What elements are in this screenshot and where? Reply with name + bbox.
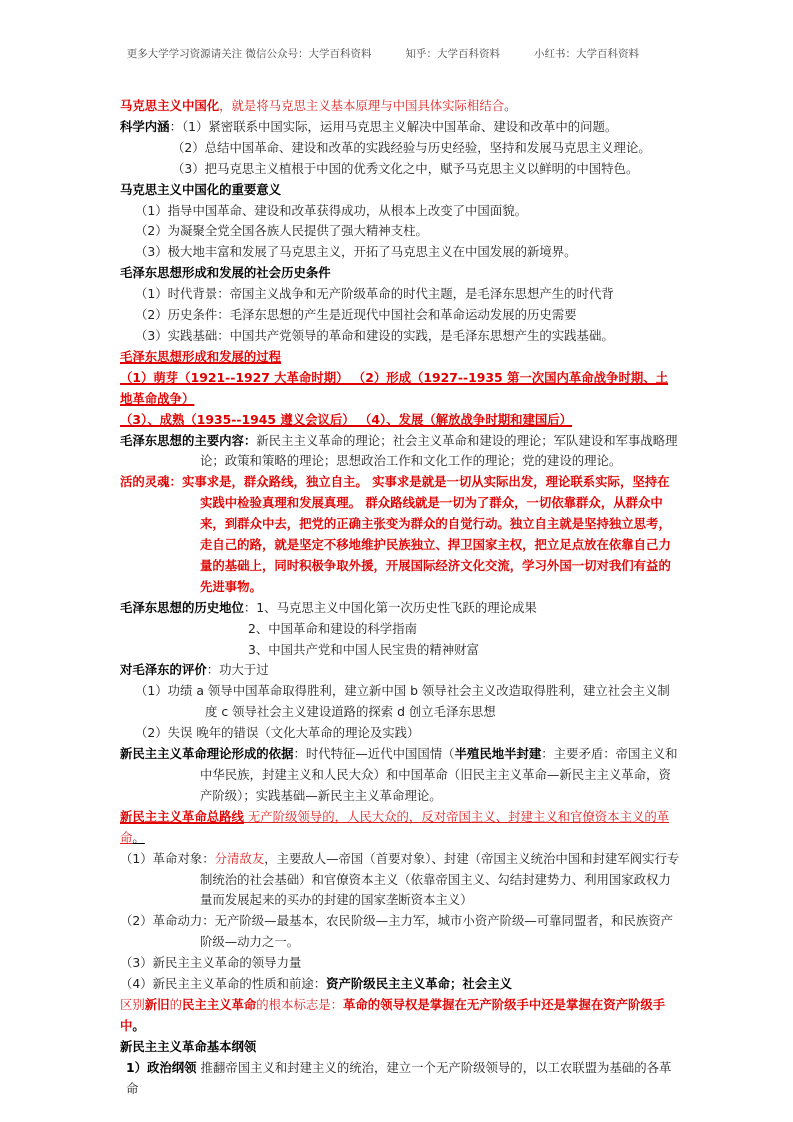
paragraph [120,974,680,995]
paragraph [120,96,680,117]
text-run: （2）失误 晚年的错误（文化大革命的理论及实践） [135,725,420,741]
paragraph [120,849,680,912]
text-run: 对毛泽东的评价 [120,662,207,678]
text-run: 新民主主义革命的理论；社会主义革命和建设的理论；军队建设和军事战略理论；政策和策略的理论；思想政治工作和文化工作的理论；党的建设的理论。 [200,432,678,469]
text-run: （2）历史条件：毛泽东思想的产生是近现代中国社会和革命运动发展的历史需要 [135,307,577,323]
text-run: （3）实践基础：中国共产党领导的革命和建设的实践，是毛泽东思想产生的实践基础。 [135,327,614,343]
paragraph [120,619,680,640]
text-run: 半殖民地半封建 [454,746,542,762]
text-run: 1）政治纲领 [126,1059,197,1075]
paragraph [120,723,680,744]
text-run: （3）新民主主义革命的领导力量 [120,955,302,971]
text-run: （4）新民主主义革命的性质和前途： [120,976,327,992]
text-run: 民主主义革命 [181,996,257,1012]
header-zhihu: 知乎：大学百科资料 [405,48,501,60]
text-run: 毛泽东思想形成和发展的社会历史条件 [120,265,331,281]
text-run: （1）革命对象： [120,850,215,866]
paragraph [120,472,680,597]
text-run: 毛泽东思想的历史地位 [120,599,244,615]
text-run: 资产阶级民主主义革命；社会主义 [326,976,512,992]
text-run: 的根本标志是： [256,996,344,1012]
text-run: （2）革命动力：无产阶级—最基本，农民阶级—主力军，城市小资产阶级—可靠同盟者，和民族资产阶级—动力之一。 [120,913,674,950]
paragraph [120,1037,680,1058]
text-run: 革命的领导权是掌握在无产阶级手中还是掌握在资产阶级手中 [120,996,666,1033]
text-run: ，就是将马克思主义基本原理与中国具体实际相结合 [219,98,505,113]
text-run: ：主要矛盾：帝国主义和中华民族，封建主义和人民大众）和中国革命（旧民主主义革命—新民主主义革命，资产阶级）；实践基础—新民主主义革命理论。 [200,746,678,803]
paragraph [120,640,680,661]
text-run: 无产阶级领导的，人民大众的，反对帝国主义、封建主义和官僚资本主义的革命 [120,808,670,845]
paragraph [120,305,680,326]
paragraph [120,744,680,807]
paragraph [120,953,680,974]
header-wechat: 更多大学学习资源请关注 微信公众号：大学百科资料 [126,48,372,60]
text-run: 新民主主义革命基本纲领 [120,1038,257,1054]
text-run: 马克思主义中国化的重要意义 [120,181,282,197]
text-run: ：功大于过 [206,662,269,678]
paragraph [120,1058,680,1100]
text-run: （1）功绩 a 领导中国革命取得胜利，建立新中国 b 领导社会主义改造取得胜利，建立社会主义制度 c 领导社会主义建设道路的探索 d 创立毛泽东思想 [135,683,670,720]
paragraph [120,807,680,849]
paragraph [120,347,680,368]
paragraph [120,221,680,242]
paragraph [120,201,680,222]
text-run: （2）为凝聚全党全国各族人民提供了强大精神支柱。 [135,223,428,239]
text-run: （3）极大地丰富和发展了马克思主义，开拓了马克思主义在中国发展的新境界。 [135,244,577,260]
text-run: （1）指导中国革命、建设和改革获得成功，从根本上改变了中国面貌。 [135,202,527,218]
text-run: 新旧 [144,996,170,1012]
text-run: （2）总结中国革命、建设和改革的实践经验与历史经验，坚持和发展马克思主义理论。 [172,139,651,155]
paragraph [120,431,680,473]
paragraph [120,368,680,410]
text-run: ：1、马克思主义中国化第一次历史性飞跃的理论成果 [243,599,537,615]
paragraph [120,117,680,138]
paragraph [120,326,680,347]
text-run: 毛泽东思想形成和发展的过程 [120,348,282,364]
text-run: 推翻帝国主义和封建主义的统治，建立一个无产阶级领导的，以工农联盟为基础的各革命 [126,1059,672,1096]
text-run: 的 [169,996,182,1012]
text-run: 活的灵魂：实事求是，群众路线，独立自主。 实事求是就是一切从实际出发，理论联系实际，坚持在实践中检验真理和发展真理。 群众路线就是一切为了群众，一切依靠群众，从群众中来，到群众中去，把党的正确主张变为群众的自觉行动。独立自主就是坚持独立思考，走自己的路，就是坚定不移地维护民族独立、捍卫国家主权，把立足点放在依靠自己力量的基础上，同时积极争取外援，开展国际经济文化交流，学习外国一切对我们有益的先进事物。 [120,474,671,594]
text-run: ，主要敌人—帝国（首要对象）、封建（帝国主义统治中国和封建军阀实行专制统治的社会基础）和官僚资本主义（依靠帝国主义、勾结封建势力、利用国家政权力量而发展起来的买办的封建的国家垄断资本主义） [200,850,680,908]
header-xiaohongshu: 小红书：大学百科资料 [534,48,640,60]
paragraph [120,410,680,431]
text-run: 2、中国革命和建设的科学指南 [248,620,417,636]
paragraph [120,660,680,681]
paragraph [120,598,680,619]
paragraph [120,995,680,1037]
text-run: （1）萌芽（1921--1927 大革命时期） （2）形成（1927--1935 第一次国内革命战争时期、土地革命战争） [120,369,669,406]
text-run: 区别 [120,996,145,1012]
page-header [120,34,673,61]
paragraph [120,284,680,305]
text-run: 新民主主义革命理论形成的依据 [120,746,294,762]
text-run: （1）时代背景：帝国主义战争和无产阶级革命的时代主题，是毛泽东思想产生的时代背 [135,286,614,302]
document-body [120,96,680,1100]
text-run: （3）把马克思主义植根于中国的优秀文化之中，赋予马克思主义以鲜明的中国特色。 [172,160,639,176]
paragraph [120,138,680,159]
text-run: 。 [132,1017,145,1033]
text-run: 科学内涵 [120,118,170,134]
text-run: 马克思主义中国化 [120,98,220,113]
paragraph [120,911,680,953]
text-run: ：时代特征—近代中国国情（ [293,746,455,762]
text-run: 分清敌友 [214,850,265,866]
text-run: 新民主主义革命总路线 [120,808,244,824]
text-run: ：（1）紧密联系中国实际，运用马克思主义解决中国革命、建设和改革中的问题。 [169,118,618,134]
paragraph [120,159,680,180]
paragraph [120,681,680,723]
text-run: 。 [132,829,145,845]
paragraph [120,180,680,201]
paragraph [120,242,680,263]
paragraph [120,263,680,284]
text-run: 。 [504,98,517,113]
text-run: 3、中国共产党和中国人民宝贵的精神财富 [248,641,479,657]
text-run: 毛泽东思想的主要内容： [120,432,257,448]
text-run: （3）、成熟（1935--1945 遵义会议后） （4）、发展（解放战争时期和建国后） [120,411,573,427]
